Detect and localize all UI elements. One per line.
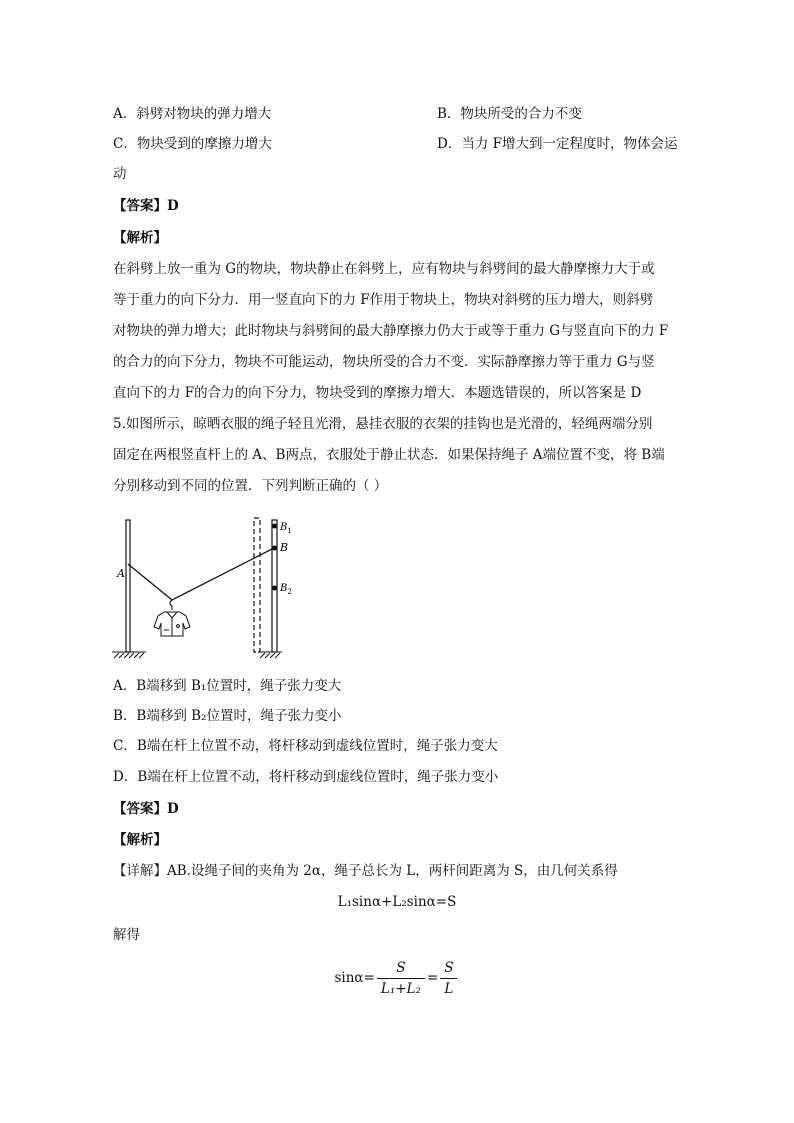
dashed-pole <box>254 518 260 652</box>
q4-option-d: D．当力 F增大到一定程度时，物体会运 <box>437 136 678 152</box>
equation-1: L₁sinα+L₂sinα=S <box>337 894 457 910</box>
q4-option-b: B．物块所受的合力不变 <box>437 106 582 122</box>
q5-option-c: C．B端在杆上位置不动，将杆移动到虚线位置时，绳子张力变大 <box>113 738 498 754</box>
q5-detail: 【详解】AB.设绳子间的夹角为 2α，绳子总长为 L，两杆间距离为 S，由几何关系得 <box>113 863 618 879</box>
q5-stem-line-2: 固定在两根竖直杆上的 A、B两点，衣服处于静止状态．如果保持绳子 A端位置不变，将 B端 <box>113 447 665 463</box>
fraction-1-numerator: S <box>396 960 406 976</box>
hanger-hook <box>170 600 172 610</box>
eq2-equals: = <box>426 970 439 986</box>
solve-label: 解得 <box>113 927 140 943</box>
q4-option-a: A．斜劈对物块的弹力增大 <box>113 106 272 122</box>
q4-answer: 【答案】D <box>113 198 179 214</box>
q5-analysis-label: 【解析】 <box>113 832 167 848</box>
q4-analysis-line-4: 的合力的向下分力，物块不可能运动，物块所受的合力不变．实际静摩擦力等于重力 G与竖 <box>113 354 655 370</box>
q4-analysis-label: 【解析】 <box>113 230 167 246</box>
fraction-2-denominator: L <box>440 978 457 999</box>
point-b2 <box>272 586 277 591</box>
fraction-2 <box>440 958 457 999</box>
ground-left <box>112 652 146 658</box>
ground-right <box>258 652 282 658</box>
eq2-lhs: sinα= <box>334 970 375 986</box>
q5-option-b: B．B端移到 B₂位置时，绳子张力变小 <box>113 708 342 724</box>
q4-option-d-wrap: 动 <box>113 166 127 182</box>
q4-analysis-line-1: 在斜劈上放一重为 G的物块，物块静止在斜劈上，应有物块与斜劈间的最大静摩擦力大于或 <box>113 261 655 277</box>
q5-option-d: D．B端在杆上位置不动，将杆移动到虚线位置时，绳子张力变小 <box>113 769 499 785</box>
q5-stem-line-3: 分别移动到不同的位置．下列判断正确的（ ） <box>113 478 388 494</box>
label-b1: $B_1$ <box>280 522 292 535</box>
q4-analysis-line-2: 等于重力的向下分力．用一竖直向下的力 F作用于物块上，物块对斜劈的压力增大，则斜劈 <box>113 292 654 308</box>
point-b1 <box>272 524 277 529</box>
fraction-2-numerator: S <box>444 960 454 976</box>
q5-answer: 【答案】D <box>113 801 179 817</box>
label-a: A <box>117 567 125 580</box>
label-b2: $B_2$ <box>280 583 292 596</box>
clothesline-figure <box>108 512 308 662</box>
q4-option-c: C．物块受到的摩擦力增大 <box>113 136 272 152</box>
point-b <box>272 546 277 551</box>
fraction-1-denominator: L₁+L₂ <box>377 978 425 999</box>
fraction-1 <box>377 958 425 999</box>
left-pole <box>126 520 130 652</box>
q5-option-a: A．B端移到 B₁位置时，绳子张力变大 <box>113 678 342 694</box>
equation-2 <box>0 958 794 999</box>
q4-analysis-line-5: 直向下的力 F的合力的向下分力，物块受到的摩擦力增大．本题选错误的，所以答案是 D <box>113 385 642 401</box>
label-b: B <box>280 541 289 554</box>
rope <box>128 548 274 600</box>
q5-stem-line-1: 5.如图所示，晾晒衣服的绳子轻且光滑，悬挂衣服的衣架的挂钩也是光滑的，轻绳两端分别 <box>113 416 653 432</box>
shirt-icon <box>154 612 190 636</box>
q4-analysis-line-3: 对物块的弹力增大；此时物块与斜劈间的最大静摩擦力仍大于或等于重力 G与竖直向下的力 F <box>113 323 669 339</box>
